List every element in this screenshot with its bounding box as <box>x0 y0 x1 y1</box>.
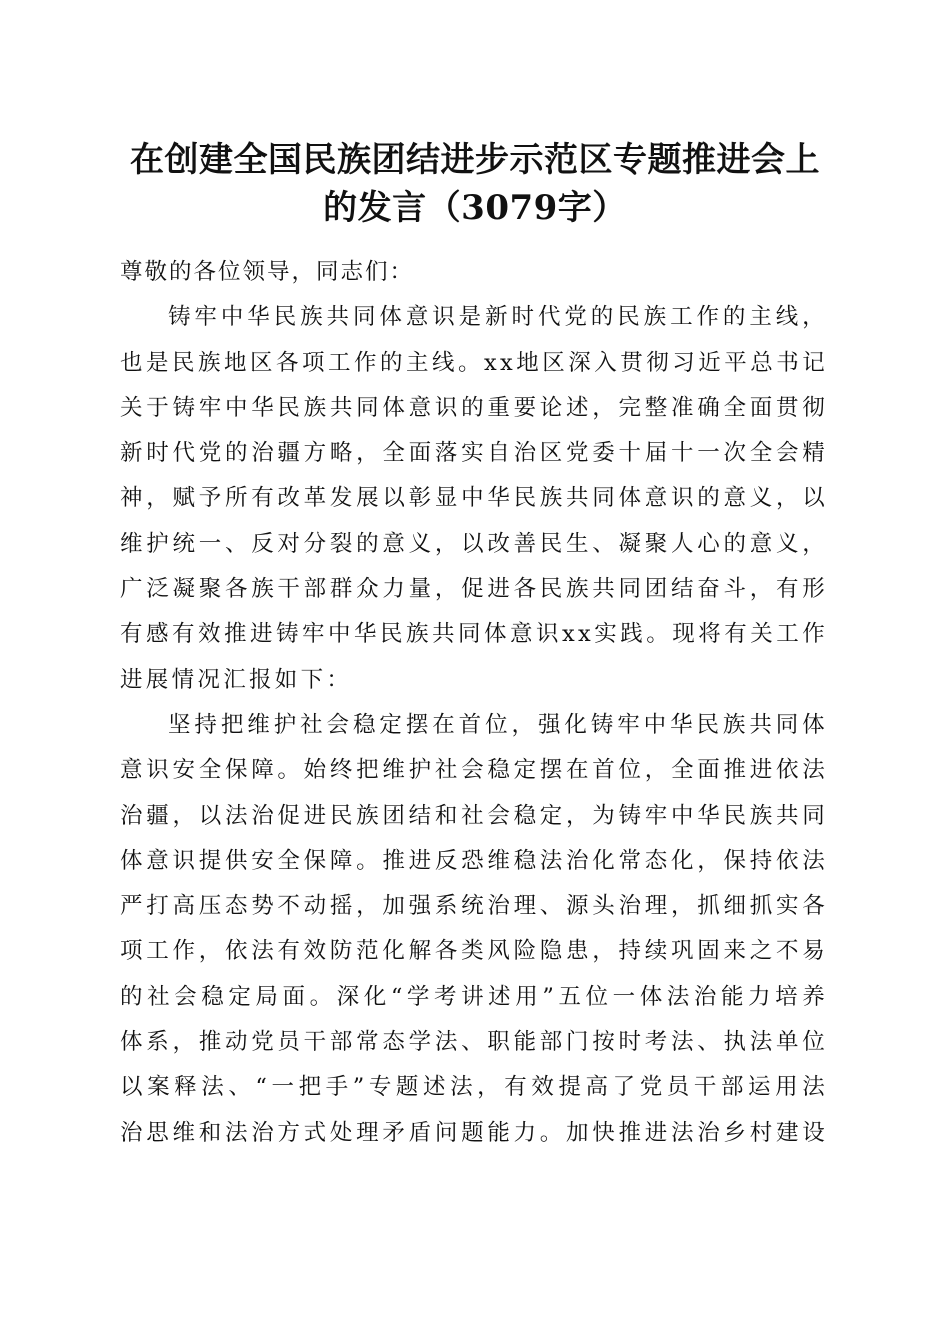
paragraph-line: 的社会稳定局面。深化“学考讲述用”五位一体法治能力培养 <box>120 983 828 1010</box>
paragraph-line: 治疆，以法治促进民族团结和社会稳定，为铸牢中华民族共同 <box>120 802 828 829</box>
paragraph-line: 项工作，依法有效防范化解各类风险隐患，持续巩固来之不易 <box>120 938 828 965</box>
paragraph-line: 神，赋予所有改革发展以彰显中华民族共同体意识的意义，以 <box>120 485 828 512</box>
paragraph-line: 有感有效推进铸牢中华民族共同体意识xx实践。现将有关工作 <box>120 621 828 648</box>
paragraph-line: 广泛凝聚各族干部群众力量，促进各民族共同团结奋斗，有形 <box>120 576 828 603</box>
salutation: 尊敬的各位领导，同志们： <box>120 259 415 285</box>
paragraph-line: 坚持把维护社会稳定摆在首位，强化铸牢中华民族共同体 <box>168 711 828 738</box>
paragraph-line: 以案释法、“一把手”专题述法，有效提高了党员干部运用法 <box>120 1074 828 1101</box>
title-line-1: 在创建全国民族团结进步示范区专题推进会上 <box>130 140 820 180</box>
paragraph-line: 新时代党的治疆方略，全面落实自治区党委十届十一次全会精 <box>120 440 828 467</box>
paragraph-line: 关于铸牢中华民族共同体意识的重要论述，完整准确全面贯彻 <box>120 394 828 421</box>
paragraph-line: 治思维和法治方式处理矛盾问题能力。加快推进法治乡村建设 <box>120 1119 828 1146</box>
paragraph-line: 意识安全保障。始终把维护社会稳定摆在首位，全面推进依法 <box>120 757 828 784</box>
document-body <box>120 250 828 1156</box>
document-title <box>110 136 840 232</box>
paragraph-line: 严打高压态势不动摇，加强系统治理、源头治理，抓细抓实各 <box>120 893 828 920</box>
paragraph-line: 进展情况汇报如下： <box>120 666 353 693</box>
paragraph-line: 维护统一、反对分裂的意义，以改善民生、凝聚人心的意义， <box>120 530 828 557</box>
paragraph-line: 体系，推动党员干部常态学法、职能部门按时考法、执法单位 <box>120 1029 828 1056</box>
paragraph-line: 铸牢中华民族共同体意识是新时代党的民族工作的主线， <box>168 304 828 331</box>
paragraph-1 <box>120 295 828 703</box>
title-line-2: 的发言（3079字） <box>323 188 627 228</box>
paragraph-line: 体意识提供安全保障。推进反恐维稳法治化常态化，保持依法 <box>120 847 828 874</box>
paragraph-2 <box>120 703 828 1156</box>
paragraph-line: 也是民族地区各项工作的主线。xx地区深入贯彻习近平总书记 <box>120 349 828 376</box>
